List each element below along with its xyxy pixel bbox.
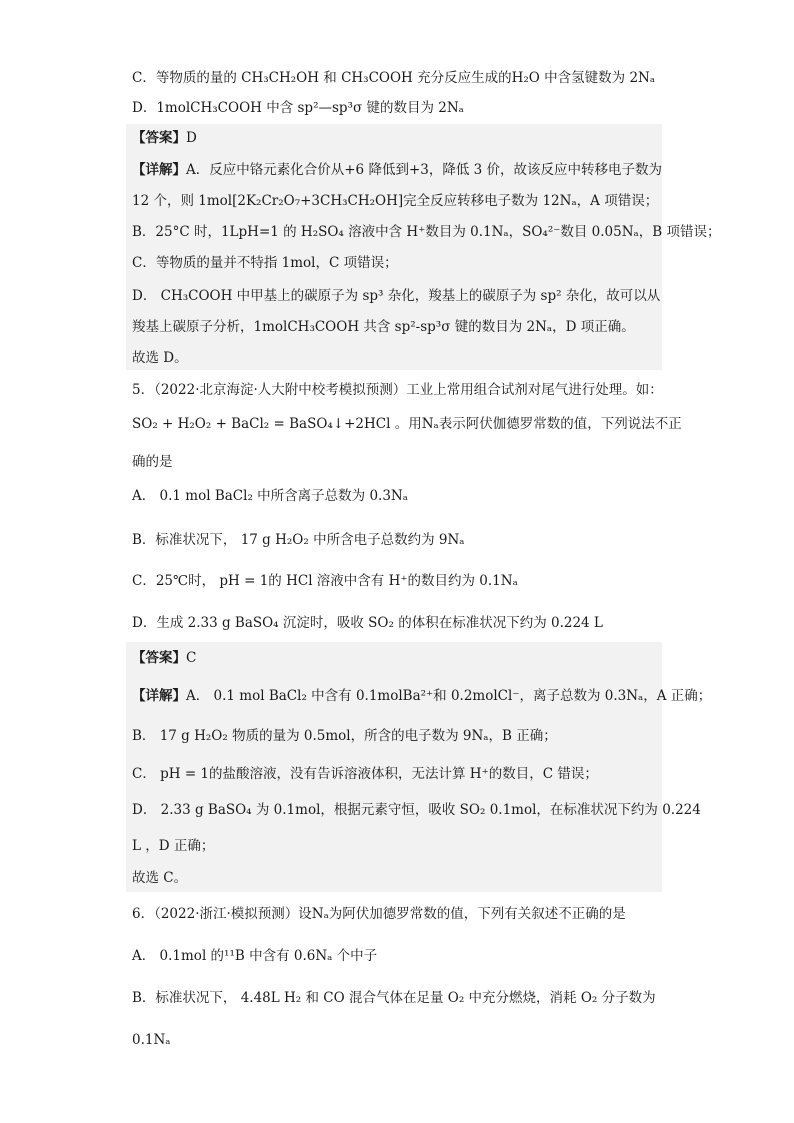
q4-option-c: C．等物质的量的 CH₃CH₂OH 和 CH₃COOH 充分反应生成的H₂O 中含氢键数为 2Nₐ bbox=[132, 70, 656, 86]
q5-detail-line: 故选 C。 bbox=[132, 870, 188, 886]
detail-label: 【详解】 bbox=[132, 688, 186, 704]
q4-detail-line: B．25°C 时，1LpH=1 的 H₂SO₄ 溶液中含 H⁺数目为 0.1Nₐ，SO₄²⁻数目 0.05Nₐ，B 项错误； bbox=[132, 224, 721, 240]
detail-label: 【详解】 bbox=[132, 162, 186, 178]
q5-detail-line bbox=[132, 686, 711, 706]
q6-option-b-continued: 0.1Nₐ bbox=[132, 1032, 171, 1048]
q5-option-b: B．标准状况下， 17 g H₂O₂ 中所含电子总数约为 9Nₐ bbox=[132, 532, 465, 548]
q5-stem-line: 5．（2022·北京海淀·人大附中校考模拟预测）工业上常用组合试剂对尾气进行处理。如： bbox=[132, 382, 663, 398]
q5-detail-line: B． 17 g H₂O₂ 物质的量为 0.5mol，所含的电子数为 9Nₐ，B 正确； bbox=[132, 728, 557, 744]
detail-text: A． 0.1 mol BaCl₂ 中含有 0.1molBa²⁺和 0.2molCl⁻，离子总数为 0.3Nₐ，A 正确； bbox=[186, 688, 712, 704]
q4-detail-line: 12 个，则 1mol[2K₂Cr₂O₇+3CH₃CH₂OH]完全反应转移电子数为 12Nₐ，A 项错误； bbox=[132, 193, 659, 209]
q4-detail-line: 故选 D。 bbox=[132, 350, 188, 366]
q4-answer-line bbox=[132, 128, 197, 148]
q4-detail-line: 羧基上碳原子分析，1molCH₃COOH 共含 sp²-sp³σ 键的数目为 2Nₐ，D 项正确。 bbox=[132, 319, 635, 335]
q5-detail-line: D． 2.33 g BaSO₄ 为 0.1mol，根据元素守恒，吸收 SO₂ 0.1mol，在标准状况下约为 0.224 bbox=[132, 802, 701, 818]
q5-option-c: C．25℃时， pH = 1的 HCl 溶液中含有 H⁺的数目约为 0.1Nₐ bbox=[132, 573, 518, 589]
q6-option-b: B．标准状况下， 4.48L H₂ 和 CO 混合气体在足量 O₂ 中充分燃烧，消耗 O₂ 分子数为 bbox=[132, 990, 656, 1006]
q4-answer-block bbox=[126, 124, 721, 370]
q5-stem-line: SO₂ + H₂O₂ + BaCl₂ = BaSO₄↓+2HCl 。用Nₐ表示阿伏伽德罗常数的值，下列说法不正 bbox=[132, 416, 682, 432]
detail-text: A．反应中铬元素化合价从+6 降低到+3，降低 3 价，故该反应中转移电子数为 bbox=[186, 162, 663, 178]
q5-answer-line bbox=[132, 648, 196, 668]
q4-detail-line: C．等物质的量并不特指 1mol，C 项错误； bbox=[132, 255, 398, 271]
q4-option-d: D．1molCH₃COOH 中含 sp²—sp³σ 键的数目为 2Nₐ bbox=[132, 100, 464, 116]
q5-detail-line: L ，D 正确； bbox=[132, 838, 215, 854]
answer-label: 【答案】 bbox=[132, 130, 186, 146]
q6-option-a: A． 0.1mol 的¹¹B 中含有 0.6Nₐ 个中子 bbox=[132, 948, 378, 964]
q5-answer-block bbox=[126, 642, 712, 892]
q4-detail-line: D． CH₃COOH 中甲基上的碳原子为 sp³ 杂化，羧基上的碳原子为 sp² 杂化，故可以从 bbox=[132, 288, 661, 304]
answer-value: D bbox=[186, 130, 197, 146]
q4-detail-line bbox=[132, 160, 662, 180]
answer-label: 【答案】 bbox=[132, 650, 186, 666]
q6-stem: 6．（2022·浙江·模拟预测）设Nₐ为阿伏加德罗常数的值，下列有关叙述不正确的是 bbox=[132, 906, 626, 922]
q5-detail-line: C． pH = 1的盐酸溶液，没有告诉溶液体积，无法计算 H⁺的数目，C 错误； bbox=[132, 766, 598, 782]
q5-option-d: D．生成 2.33 g BaSO₄ 沉淀时，吸收 SO₂ 的体积在标准状况下约为 0.224 L bbox=[132, 615, 603, 631]
answer-value: C bbox=[186, 650, 197, 666]
q5-option-a: A． 0.1 mol BaCl₂ 中所含离子总数为 0.3Nₐ bbox=[132, 488, 408, 504]
q5-stem-line: 确的是 bbox=[132, 454, 173, 470]
